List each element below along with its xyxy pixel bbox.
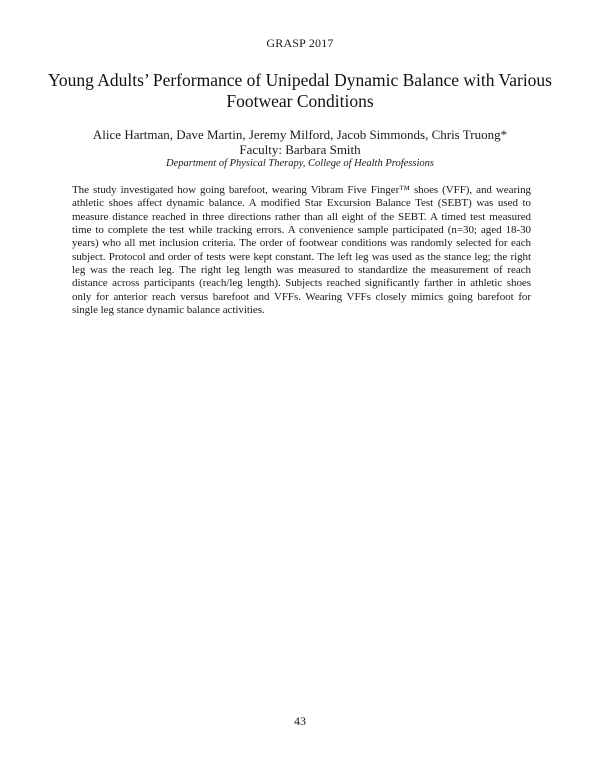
faculty-advisor: Faculty: Barbara Smith: [239, 142, 361, 157]
abstract-text: The study investigated how going barefoot, wearing Vibram Five Finger™ shoes (VFF), and wearing athletic shoes affect dynamic balance. A modified Star Excursion Balance Test (SEBT) was used to measure distance reached in three directions rather than all eight of the SEBT. A timed test measured time to complete the test while tracking errors. A convenience sample participated (n=30; aged 18-30 years) who all met inclusion criteria. The order of footwear conditions was randomly selected for each subject. Protocol and order of tests were kept constant. The left leg was used as the stance leg; the right leg was the reach leg. The right leg length was measured to standardize the measurement of reach distance across participants (reach/leg length). Subjects reached significantly farther in athletic shoes only for anterior reach versus barefoot and VFFs. Wearing VFFs closely mimics going barefoot for single leg stance dynamic balance activities.: [72, 184, 531, 317]
paper-title: Young Adults’ Performance of Unipedal Dynamic Balance with Various Footwear Conditions: [47, 70, 552, 111]
running-header: GRASP 2017: [266, 36, 334, 50]
department-affiliation: Department of Physical Therapy, College of Health Professions: [166, 158, 434, 169]
page-number: 43: [294, 714, 306, 728]
author-list: Alice Hartman, Dave Martin, Jeremy Milford, Jacob Simmonds, Chris Truong*: [92, 127, 508, 142]
